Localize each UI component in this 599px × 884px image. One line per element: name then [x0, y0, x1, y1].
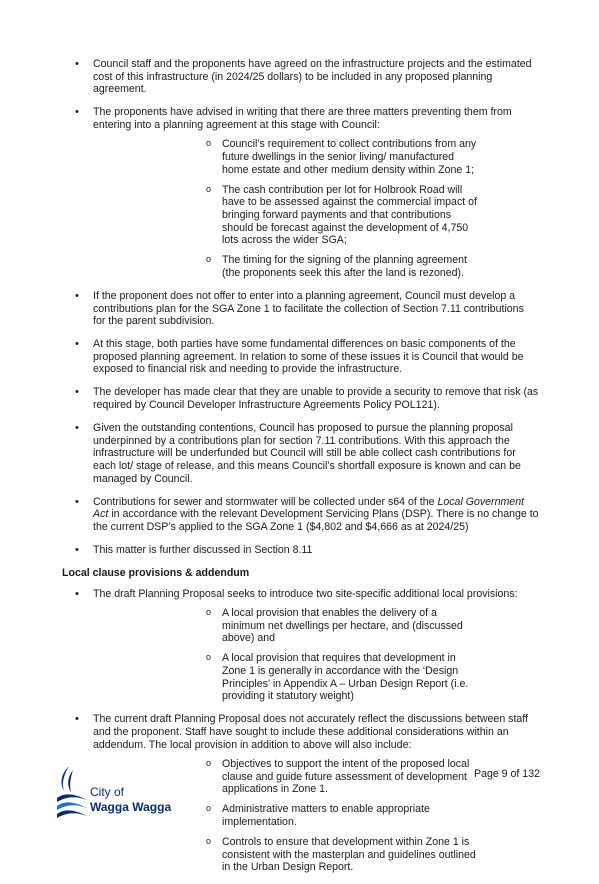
dsp-text-before: Contributions for sewer and stormwater will be collected under s64 of the	[93, 495, 438, 508]
sub-list-item: o The cash contribution per lot for Holbrook Road will have to be assessed against the commercial impact of bringing forward payments and that contributions should be forecast against the development of 4,750 lots across the wider SGA;	[93, 184, 539, 247]
list-item-dsp	[0, 496, 599, 534]
page-content	[0, 58, 599, 884]
dsp-text-after: in accordance with the relevant Development Servicing Plans (DSP). There is no change to the current DSP’s applied to the SGA Zone 1 ($4,802 and $4,666 as at 2024/25)	[93, 508, 539, 533]
sub-list-item: o Administrative matters to enable appropriate implementation.	[93, 803, 539, 828]
list-item: • Council staff and the proponents have agreed on the infrastructure projects and the estimated cost of this infrastructure (in 2024/25 dollars) to be included in any proposed planning agreement.	[0, 58, 599, 96]
list-item-text: The current draft Planning Proposal does not accurately reflect the discussions between staff and the proponent. Staff have sought to include these additional considerations within an addendum. The local provision in addition to above will also include:	[93, 713, 528, 751]
section-heading: Local clause provisions & addendum	[62, 567, 250, 579]
dsp-text-italic: Local Government Act	[93, 495, 525, 521]
list-item-text: The proponents have advised in writing that there are three matters preventing them from entering into a planning agreement at this stage with Council:	[93, 106, 512, 131]
sub-list	[93, 138, 539, 279]
list-item: • At this stage, both parties have some fundamental differences on basic components of the proposed planning agreement. In relation to some of these issues it is Council that would be exposed to financial risk and needing to provide the infrastructure.	[0, 338, 599, 376]
logo-city-text: City of	[90, 785, 125, 799]
sub-list-item: o A local provision that enables the delivery of a minimum net dwellings per hectare, and (discussed above) and	[93, 607, 539, 645]
sub-list	[93, 607, 539, 703]
logo-name-text: Wagga Wagga	[90, 800, 172, 814]
council-logo	[55, 764, 195, 824]
sub-list-item: o A local provision that requires that development in Zone 1 is generally in accordance with the ‘Design Principles’ in Appendix A – Urban Design Report (i.e. providing it statutory weight)	[93, 652, 539, 702]
page-number: Page 9 of 132	[474, 768, 540, 780]
wagga-wave-logo-icon	[55, 764, 89, 822]
bullet-list-local	[0, 588, 599, 874]
bullet-list-main	[0, 58, 599, 557]
sub-list-item: o Objectives to support the intent of the proposed local clause and guide future assessment of development applications in Zone 1.	[93, 758, 539, 796]
list-item	[0, 106, 599, 279]
list-item: • If the proponent does not offer to enter into a planning agreement, Council must develop a contributions plan for the SGA Zone 1 to facilitate the collection of Section 7.11 contributions for the parent subdivision.	[0, 290, 599, 328]
list-item-text: The draft Planning Proposal seeks to introduce two site-specific additional local provisions:	[93, 587, 518, 600]
list-item	[0, 588, 599, 703]
list-item: • Given the outstanding contentions, Council has proposed to pursue the planning proposal underpinned by a contributions plan for section 7.11 contributions. With this approach the infrastructure will be underfunded but Council will still be able collect cash contributions for each lot/ stage of release, and this means Council’s shortfall exposure is known and can be managed by Council.	[0, 422, 599, 485]
sub-list-item: o The timing for the signing of the planning agreement (the proponents seek this after the land is rezoned).	[93, 254, 539, 279]
sub-list-item: o Council’s requirement to collect contributions from any future dwellings in the senior living/ manufactured home estate and other medium density within Zone 1;	[93, 138, 539, 176]
sub-list-item: o Controls to ensure that development within Zone 1 is consistent with the masterplan and guidelines outlined in the Urban Design Report.	[93, 836, 539, 874]
list-item: • The developer has made clear that they are unable to provide a security to remove that risk (as required by Council Developer Infrastructure Agreements Policy POL121).	[0, 386, 599, 411]
list-item: • This matter is further discussed in Section 8.11	[0, 544, 599, 557]
